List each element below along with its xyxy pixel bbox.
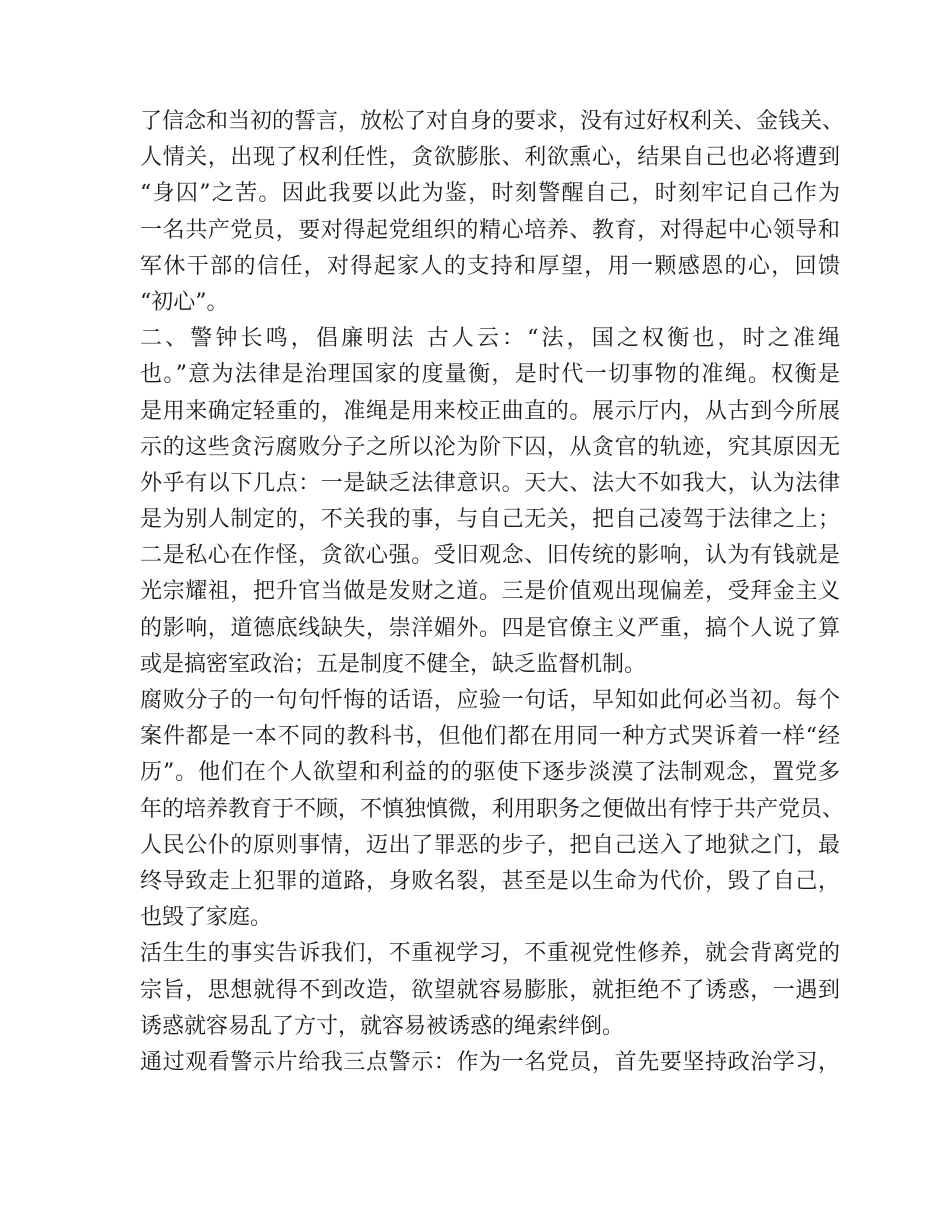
text-line: 通过观看警示片给我三点警示：作为一名党员，首先要坚持政治学习， (140, 1049, 840, 1075)
text-line: 是用来确定轻重的，准绳是用来校正曲直的。展示厅内，从古到今所展 (140, 398, 840, 424)
text-line: “身囚”之苦。因此我要以此为鉴，时刻警醒自己，时刻牢记自己作为 (140, 181, 840, 207)
text-line: 活生生的事实告诉我们，不重视学习，不重视党性修养，就会背离党的 (140, 941, 840, 967)
text-line: 示的这些贪污腐败分子之所以沦为阶下囚，从贪官的轨迹，究其原因无 (140, 434, 840, 460)
text-line: 了信念和当初的誓言，放松了对自身的要求，没有过好权利关、金钱关、 (140, 109, 845, 134)
text-line: 或是搞密室政治；五是制度不健全，缺乏监督机制。 (140, 651, 647, 677)
text-line: 是为别人制定的，不关我的事，与自己无关，把自己凌驾于法律之上； (140, 507, 840, 533)
text-line: 人情关，出现了权利任性，贪欲膨胀、利欲熏心，结果自己也必将遭到 (140, 145, 840, 171)
text-line: 人民公仆的原则事情，迈出了罪恶的步子，把自己送入了地狱之门，最 (140, 832, 840, 858)
text-line: 光宗耀祖，把升官当做是发财之道。三是价值观出现偏差，受拜金主义 (140, 579, 840, 605)
text-line: 也毁了家庭。 (140, 905, 273, 931)
text-line: 一名共产党员，要对得起党组织的精心培养、教育，对得起中心领导和 (140, 217, 840, 243)
text-line: 二是私心在作怪，贪欲心强。受旧观念、旧传统的影响，认为有钱就是 (140, 543, 840, 569)
text-line: 的影响，道德底线缺失，崇洋媚外。四是官僚主义严重，搞个人说了算 (140, 615, 840, 641)
section-heading-line: 二、警钟长鸣，倡廉明法 古人云：“法，国之权衡也，时之准绳 (140, 326, 840, 352)
text-line: 历”。他们在个人欲望和利益的的驱使下逐步淡漠了法制观念，置党多 (140, 760, 840, 786)
text-line: 诱惑就容易乱了方寸，就容易被诱惑的绳索绊倒。 (140, 1013, 625, 1039)
text-line: 也。”意为法律是治理国家的度量衡，是时代一切事物的准绳。权衡是 (140, 362, 840, 388)
text-line: 腐败分子的一句句忏悔的话语，应验一句话，早知如此何必当初。每个 (140, 688, 840, 713)
text-line: 年的培养教育于不顾，不慎独慎微，利用职务之便做出有悖于共产党员、 (140, 796, 845, 822)
text-line: 宗旨，思想就得不到改造，欲望就容易膨胀，就拒绝不了诱惑，一遇到 (140, 977, 840, 1003)
text-line: “初心”。 (140, 289, 229, 315)
text-line: 外乎有以下几点：一是缺乏法律意识。天大、法大不如我大，认为法律 (140, 470, 840, 496)
body-text (140, 104, 845, 1081)
text-line: 终导致走上犯罪的道路，身败名裂，甚至是以生命为代价，毁了自己， (140, 868, 840, 894)
text-line: 军休干部的信任，对得起家人的支持和厚望，用一颗感恩的心，回馈 (140, 253, 840, 279)
text-line: 案件都是一本不同的教科书，但他们都在用同一种方式哭诉着一样“经 (140, 724, 840, 750)
